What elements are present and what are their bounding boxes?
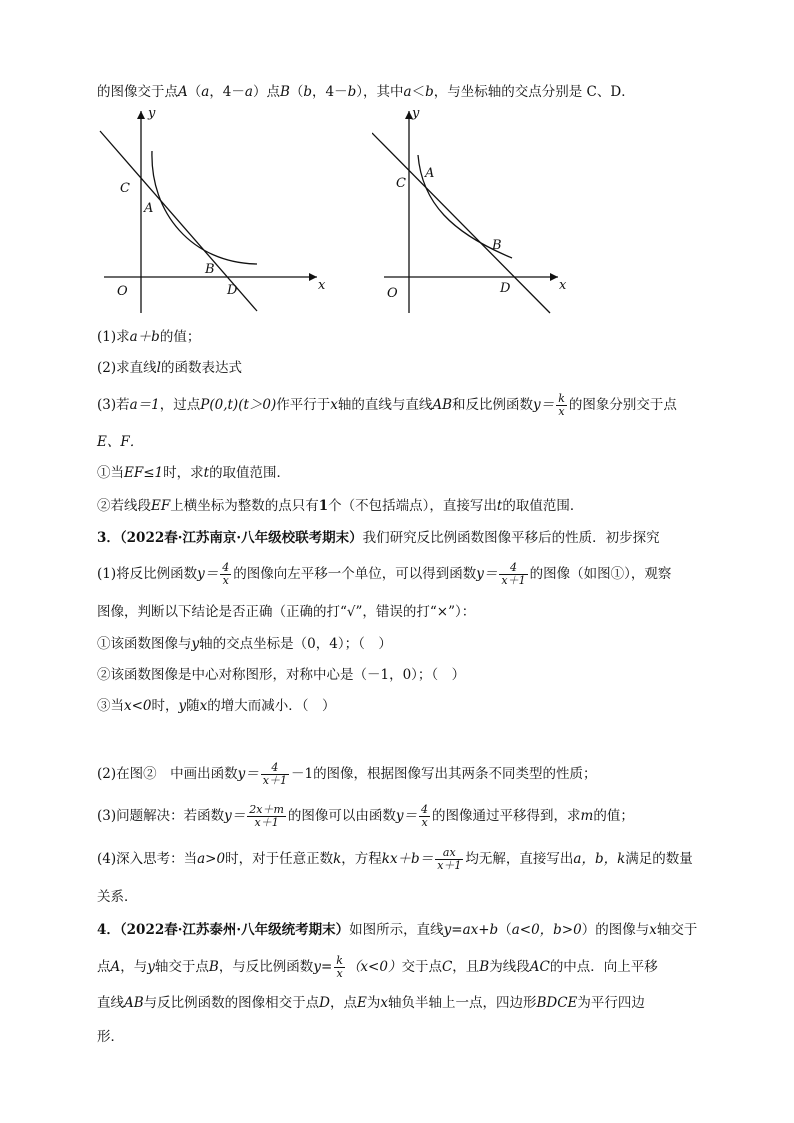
var-k: k (333, 851, 342, 867)
question-text: (3)若 (97, 397, 130, 413)
var-t: t (496, 498, 503, 514)
question-text: E、F． (97, 434, 144, 450)
question-text: （ (498, 922, 512, 938)
math-expression: a>0 (197, 851, 226, 867)
question-text: 和反比例函数 (452, 397, 534, 413)
var-m: m (580, 808, 594, 824)
var-x: x (330, 397, 338, 413)
point-d-label: D (500, 281, 511, 296)
point-a-label: A (425, 166, 435, 181)
question-text: 为平行四边 (577, 995, 645, 1011)
question-text: (4)深入思考：当 (97, 851, 198, 867)
fraction-numerator: 4 (261, 762, 289, 775)
math-expression: y＝ (533, 397, 555, 413)
math-expression: a，b，k (573, 851, 626, 867)
question-text: ①该函数图像与 (97, 636, 192, 652)
math-expression: y＝ (237, 766, 259, 782)
y-axis-label: y (412, 106, 420, 121)
question-text: 为 (366, 995, 381, 1011)
question-text: 的图像通过平移得到，求 (432, 808, 581, 824)
intro-text: ，4－ (209, 84, 245, 100)
question-4-line-3 (97, 993, 645, 1013)
question-text: 的图象分别交于点 (568, 397, 677, 413)
intro-text: ，4－ (312, 84, 348, 100)
question-2-part-3-sub-1 (97, 463, 290, 483)
question-text: 轴的交点坐标是（0，4）；（ ） (199, 636, 392, 652)
question-text: 形． (97, 1029, 124, 1045)
x-axis-label: x (559, 278, 567, 293)
fraction-denominator: x (336, 967, 343, 980)
question-text: 均无解，直接写出 (465, 851, 574, 867)
question-source: （2022春·江苏南京·八年级校联考期末） (119, 530, 363, 546)
question-text: (1)将反比例函数 (97, 566, 198, 582)
fraction-numerator: 2x＋m (249, 803, 284, 816)
fraction (247, 804, 286, 829)
math-expression: P(0,t)(t＞0) (200, 397, 277, 413)
question-source: （2022春·江苏泰州·八年级统考期末） (119, 922, 350, 938)
point-label: B (279, 84, 290, 100)
question-text: 的值； (159, 329, 201, 345)
question-text: ，点 (330, 995, 357, 1011)
math-expression: kx＋b＝ (381, 851, 434, 867)
point-label: A (178, 84, 188, 100)
fraction-denominator: x＋1 (437, 859, 462, 872)
question-text: 个（不包括端点），直接写出 (328, 498, 497, 514)
question-2-part-2 (97, 358, 242, 378)
question-text: 点 (97, 959, 111, 975)
x-axis-label: x (318, 278, 326, 293)
question-text: 交于点 (401, 959, 442, 975)
question-3-statement-1 (97, 634, 392, 654)
point-label: A (110, 959, 121, 975)
x-axis-arrow (309, 273, 317, 281)
point-label: C (441, 959, 453, 975)
fraction (334, 955, 345, 980)
var-a: a (244, 84, 253, 100)
question-2-part-3-cont (97, 432, 143, 452)
point-label: B (208, 959, 219, 975)
math-expression: y＝ (476, 566, 498, 582)
question-text: 轴交于点 (154, 959, 209, 975)
fraction-numerator: 4 (421, 803, 429, 816)
intro-text: ，与坐标轴的交点分别是 C、D． (433, 84, 635, 100)
question-text: (1)求 (97, 329, 130, 345)
question-3-part-4 (97, 845, 693, 873)
intro-line (97, 82, 635, 102)
var-l: l (156, 360, 161, 376)
var-b: b (425, 84, 434, 100)
question-text: (2)在图② 中画出函数 (97, 766, 238, 782)
point-d-label: D (227, 283, 238, 298)
math-expression: y= (313, 959, 333, 975)
shape-label: BDCE (536, 995, 578, 1011)
intro-text: （ (187, 84, 202, 100)
fraction-numerator: k (336, 954, 343, 967)
question-text: 我们研究反比例函数图像平移后的性质．初步探究 (362, 530, 660, 546)
less-than: ＜ (411, 84, 426, 100)
fraction (499, 562, 527, 587)
question-text: 的值； (593, 808, 634, 824)
point-c-label: C (396, 176, 406, 191)
var-a: a (403, 84, 412, 100)
question-text: ，与 (120, 959, 148, 975)
math-expression: x<0 (124, 698, 152, 714)
origin-label: O (387, 286, 398, 301)
question-text: 的取值范围． (502, 498, 584, 514)
question-text: (3)问题解决：若函数 (97, 808, 225, 824)
question-3-heading (97, 528, 660, 548)
question-text: ，与反比例函数 (218, 959, 314, 975)
question-text: 轴负半轴上一点，四边形 (387, 995, 537, 1011)
question-text: ，过点 (159, 397, 201, 413)
fraction-numerator: k (558, 392, 565, 405)
segment-label: AB (432, 397, 453, 413)
question-text: 时，对于任意正数 (225, 851, 334, 867)
math-expression: y=ax+b (443, 922, 499, 938)
question-number: 3． (97, 530, 120, 546)
line-l (372, 133, 550, 313)
question-text: 如图所示，直线 (349, 922, 444, 938)
question-2-part-1 (97, 327, 200, 347)
fraction (556, 393, 567, 418)
question-text: 时， (151, 698, 179, 714)
question-4-heading (97, 920, 697, 940)
x-axis-arrow (550, 273, 558, 281)
question-text: ②若线段 (97, 498, 151, 514)
fraction (261, 762, 289, 787)
segment-label: EF (151, 498, 171, 514)
math-expression: a<0，b>0 (511, 922, 582, 938)
intro-text: ）点 (252, 84, 280, 100)
fraction-denominator: x＋1 (254, 816, 279, 829)
y-axis-label: y (148, 106, 156, 121)
math-expression: （x<0） (346, 959, 402, 975)
question-4-line-4 (97, 1027, 124, 1047)
fraction-numerator: 4 (222, 561, 230, 574)
fraction (220, 562, 231, 587)
math-expression: y＝ (197, 566, 219, 582)
question-text: 轴的直线与直线 (337, 397, 433, 413)
var-a: a (201, 84, 210, 100)
var-t: t (203, 465, 210, 481)
var-x: x (649, 922, 657, 938)
question-text: 时，求 (163, 465, 204, 481)
question-text: 的图像向左平移一个单位，可以得到函数 (233, 566, 477, 582)
question-text: ②该函数图像是中心对称图形，对称中心是（－1，0）；（ ） (97, 667, 466, 683)
math-expression: EF≤1 (124, 465, 164, 481)
fraction-denominator: x (558, 405, 565, 418)
y-axis-arrow (137, 111, 145, 119)
question-text: 上横坐标为整数的点只有 (170, 498, 319, 514)
question-text: 的增大而减小．（ ） (207, 698, 336, 714)
fraction-denominator: x (421, 816, 428, 829)
fraction-denominator: x (222, 574, 229, 587)
question-text: ①当 (97, 465, 124, 481)
question-text: 与反比例函数的图像相交于点 (143, 995, 320, 1011)
question-text: 随 (186, 698, 200, 714)
number: 1 (318, 498, 329, 514)
question-text: ，方程 (341, 851, 382, 867)
math-expression: －1 (290, 766, 314, 782)
question-3-part-2 (97, 760, 597, 788)
math-expression: a＋b (129, 329, 160, 345)
point-label: D (319, 995, 330, 1011)
fraction-numerator: ax (435, 847, 463, 860)
var-x: x (380, 995, 388, 1011)
figure-2-graph (372, 103, 572, 318)
point-label: E (357, 995, 367, 1011)
question-text: 作平行于 (276, 397, 331, 413)
math-expression: y＝ (395, 808, 418, 824)
question-text: ，且 (452, 959, 480, 975)
math-expression: a＝1 (129, 397, 160, 413)
question-text: 直线 (97, 995, 124, 1011)
var-y: y (178, 698, 187, 714)
intro-text: ），其中 (356, 84, 404, 100)
figure-1-graph (92, 103, 332, 318)
var-y: y (191, 636, 200, 652)
var-y: y (147, 959, 155, 975)
question-3-part-1-cont (97, 602, 475, 622)
question-3-part-4-cont (97, 887, 138, 907)
fraction-denominator: x＋1 (501, 574, 526, 587)
question-text: ）的图像与 (581, 922, 650, 938)
question-3-statement-2 (97, 665, 465, 685)
question-2-part-3-sub-2 (97, 496, 583, 516)
question-text: ③当 (97, 698, 124, 714)
var-x: x (199, 698, 208, 714)
question-text: (2)求直线 (97, 360, 157, 376)
point-c-label: C (120, 181, 130, 196)
question-text: 为线段 (489, 959, 530, 975)
question-text: 轴交于 (656, 922, 698, 938)
question-3-statement-3 (97, 696, 336, 716)
segment-label: AB (124, 995, 144, 1011)
point-b-label: B (205, 262, 215, 277)
question-text: 关系． (97, 889, 138, 905)
origin-label: O (117, 284, 128, 299)
question-text: 的函数表达式 (160, 360, 242, 376)
question-3-part-1 (97, 560, 671, 588)
intro-text: 的图像交于点 (97, 84, 178, 100)
question-text: 的图像可以由函数 (287, 808, 396, 824)
point-label: B (479, 959, 490, 975)
fraction (435, 847, 463, 872)
var-b: b (303, 84, 313, 100)
question-number: 4． (97, 922, 120, 938)
math-expression: y＝ (224, 808, 246, 824)
question-3-part-3 (97, 802, 634, 830)
point-a-label: A (144, 201, 154, 216)
question-text: 图像，判断以下结论是否正确（正确的打“√”，错误的打“×”）： (97, 604, 476, 620)
question-4-line-2 (97, 953, 658, 981)
fraction-denominator: x＋1 (262, 774, 287, 787)
question-text: 的图像，根据图像写出其两条不同类型的性质； (313, 766, 597, 782)
question-text: 的取值范围． (209, 465, 291, 481)
question-text: 的图像（如图①），观察 (529, 566, 672, 582)
fraction-numerator: 4 (499, 562, 527, 575)
segment-label: AC (529, 959, 550, 975)
var-b: b (347, 84, 357, 100)
question-2-part-3 (97, 391, 677, 419)
point-b-label: B (492, 238, 502, 253)
fraction (419, 804, 430, 829)
question-text: 满足的数量 (625, 851, 693, 867)
intro-text: （ (289, 84, 304, 100)
question-text: 的中点．向上平移 (549, 959, 658, 975)
hyperbola-curve (152, 151, 257, 264)
